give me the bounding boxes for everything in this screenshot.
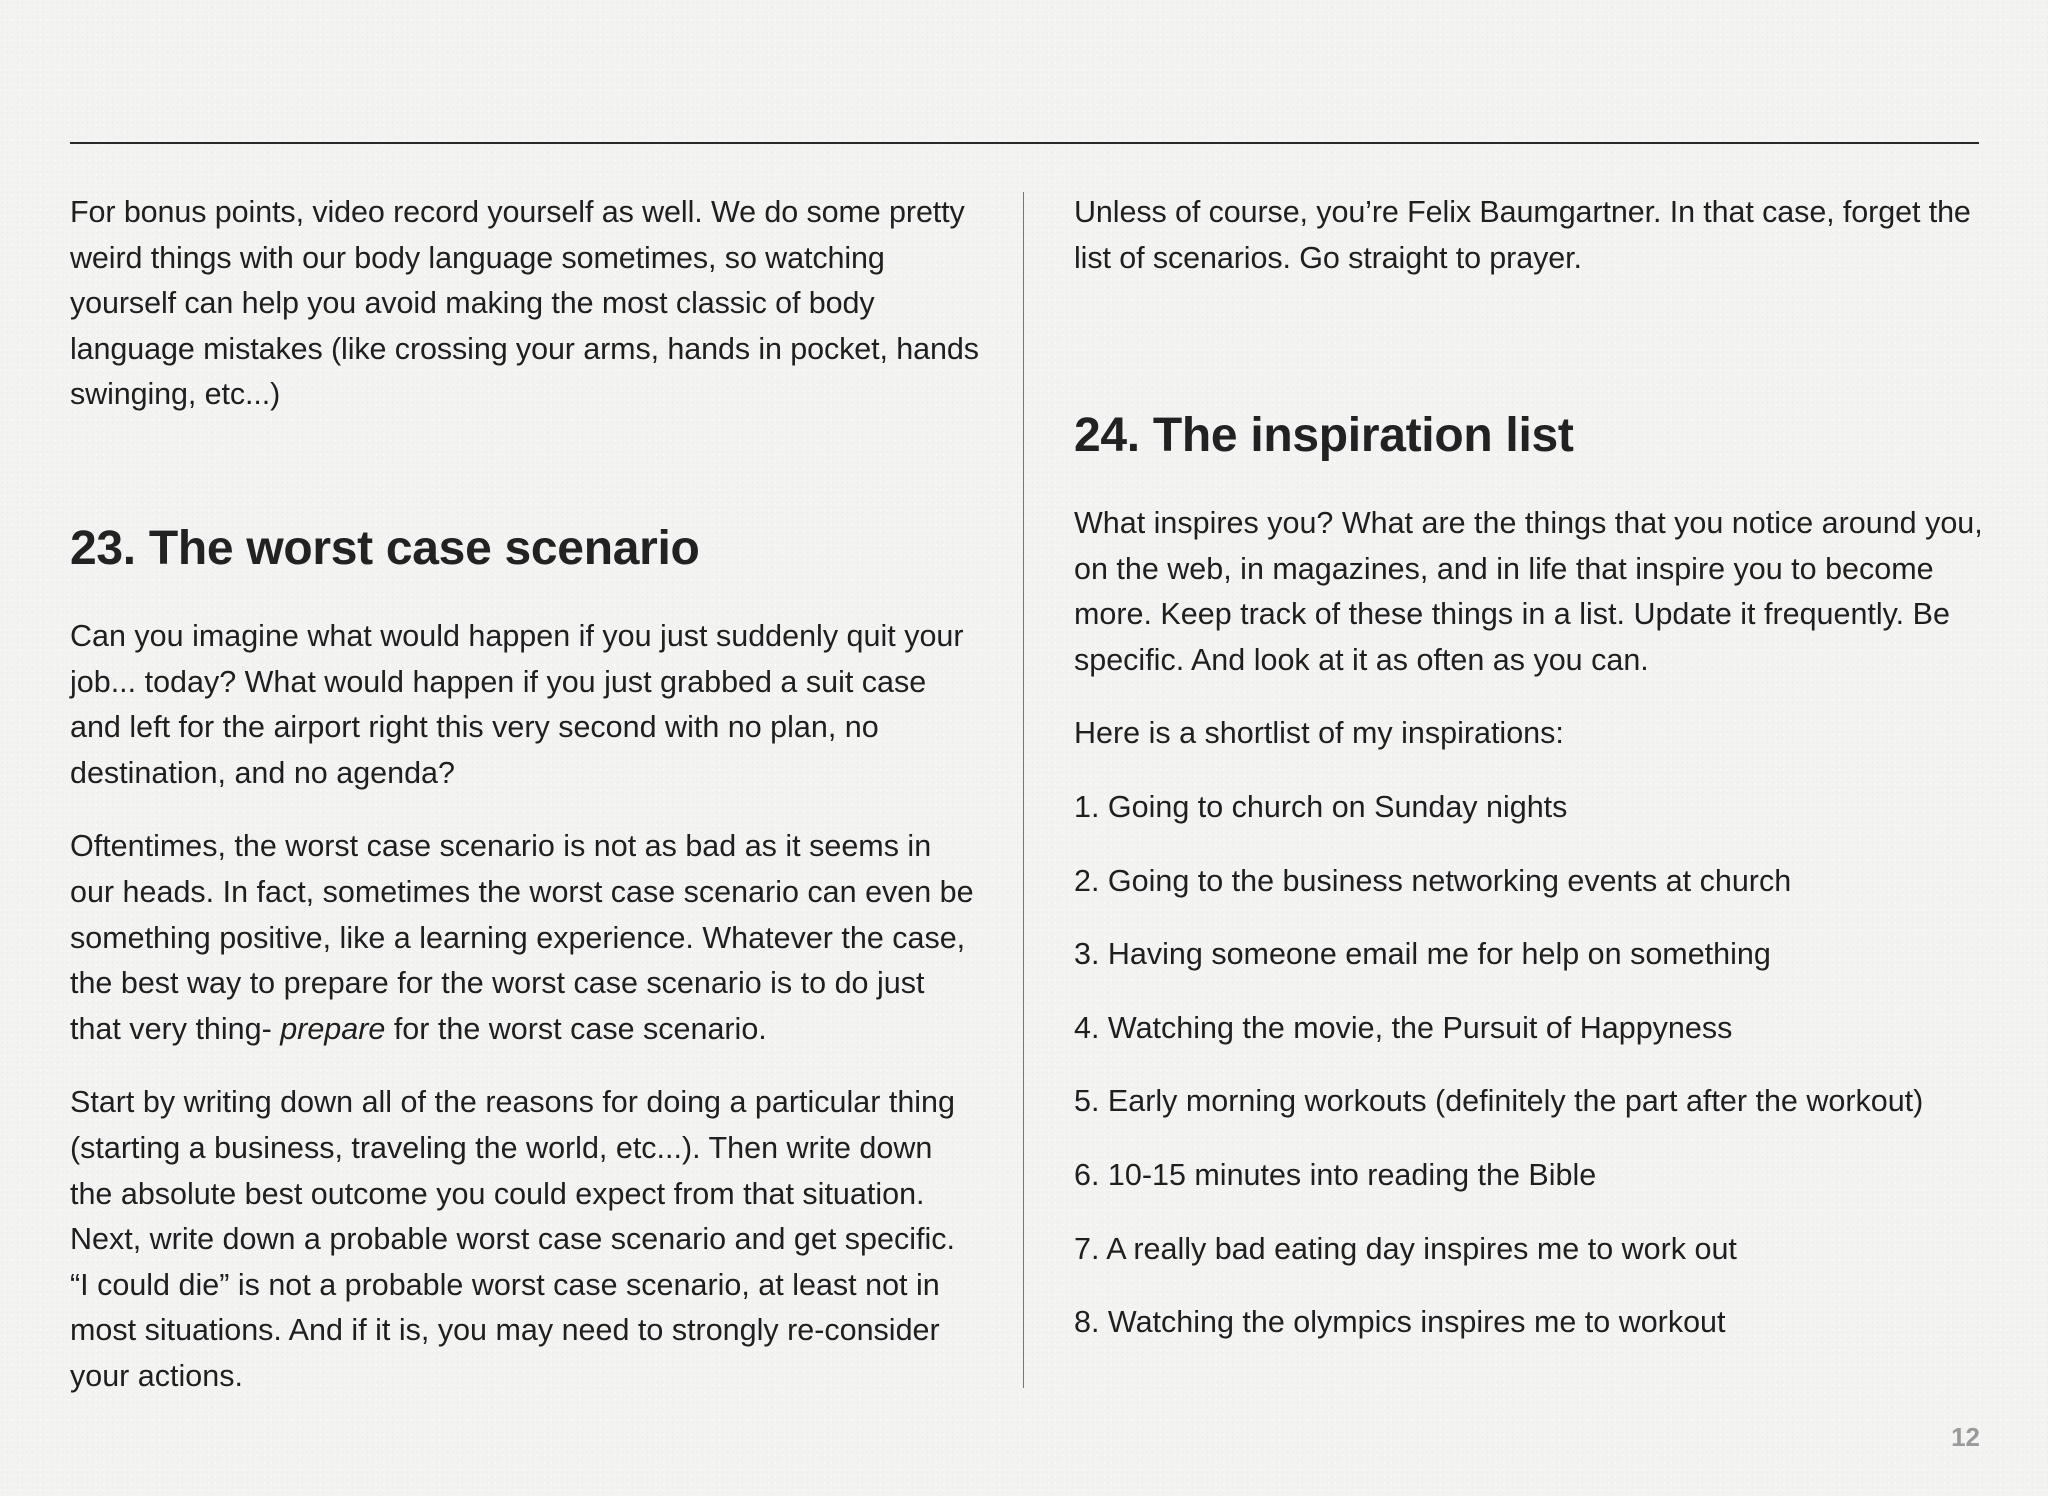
list-item: 8. Watching the olympics inspires me to workout	[1074, 1305, 1726, 1340]
section-heading-24: 24. The inspiration list	[1074, 409, 1574, 462]
section-24-paragraph-2: Here is a shortlist of my inspirations:	[1074, 716, 1564, 751]
section-24-paragraph-1: What inspires you? What are the things that you notice around you, on the web, in magazines, and in life that inspire you to become more. Keep track of these things in a list. Update it frequently. Be specific. And look at it as often as you can.	[1074, 506, 1983, 677]
left-column	[70, 190, 982, 418]
paragraph-2-text-after: for the worst case scenario.	[385, 1011, 767, 1046]
paragraph-2-emphasis: prepare	[280, 1011, 386, 1046]
list-item: 2. Going to the business networking events at church	[1074, 863, 1792, 898]
section-24-body	[1074, 501, 1986, 1374]
paragraph-2-text-before: Oftentimes, the worst case scenario is not as bad as it seems in our heads. In fact, sometimes the worst case scenario can even be something positive, like a learning experience. Whatever the case, the best way to prepare for the worst case scenario is to do just that very thing-	[70, 829, 974, 1046]
list-item: 5. Early morning workouts (definitely the part after the workout)	[1074, 1084, 1924, 1119]
list-item: 4. Watching the movie, the Pursuit of Happyness	[1074, 1010, 1733, 1045]
column-divider	[1023, 192, 1024, 1388]
intro-paragraph-right: Unless of course, you’re Felix Baumgartner. In that case, forget the list of scenarios. Go straight to prayer.	[1074, 195, 1971, 275]
right-column	[1074, 190, 1986, 281]
section-heading-23: 23. The worst case scenario	[70, 522, 700, 575]
list-item: 1. Going to church on Sunday nights	[1074, 789, 1568, 824]
section-23-body	[70, 614, 982, 1400]
section-23-paragraph-1: Can you imagine what would happen if you just suddenly quit your job... today? What would happen if you just grabbed a suit case and left for the airport right this very second with no plan, no destination, and no agenda?	[70, 619, 964, 790]
list-item: 3. Having someone email me for help on something	[1074, 937, 1771, 972]
header-rule	[70, 142, 1979, 144]
section-23-paragraph-3: Start by writing down all of the reasons for doing a particular thing (starting a business, traveling the world, etc...). Then write down the absolute best outcome you could expect from that situation. Next, write down a probable worst case scenario and get specific. “I could die” is not a probable worst case scenario, at least not in most situations. And if it is, you may need to strongly re-consider your actions.	[70, 1085, 955, 1393]
inspiration-list	[1074, 785, 1986, 1346]
list-item: 7. A really bad eating day inspires me to work out	[1074, 1231, 1737, 1266]
list-item: 6. 10-15 minutes into reading the Bible	[1074, 1157, 1597, 1192]
page-number: 12	[1951, 1422, 1980, 1452]
intro-paragraph-left: For bonus points, video record yourself as well. We do some pretty weird things with our body language sometimes, so watching yourself can help you avoid making the most classic of body language mistakes (like crossing your arms, hands in pocket, hands swinging, etc...)	[70, 195, 979, 412]
section-23-paragraph-2	[70, 824, 982, 1052]
